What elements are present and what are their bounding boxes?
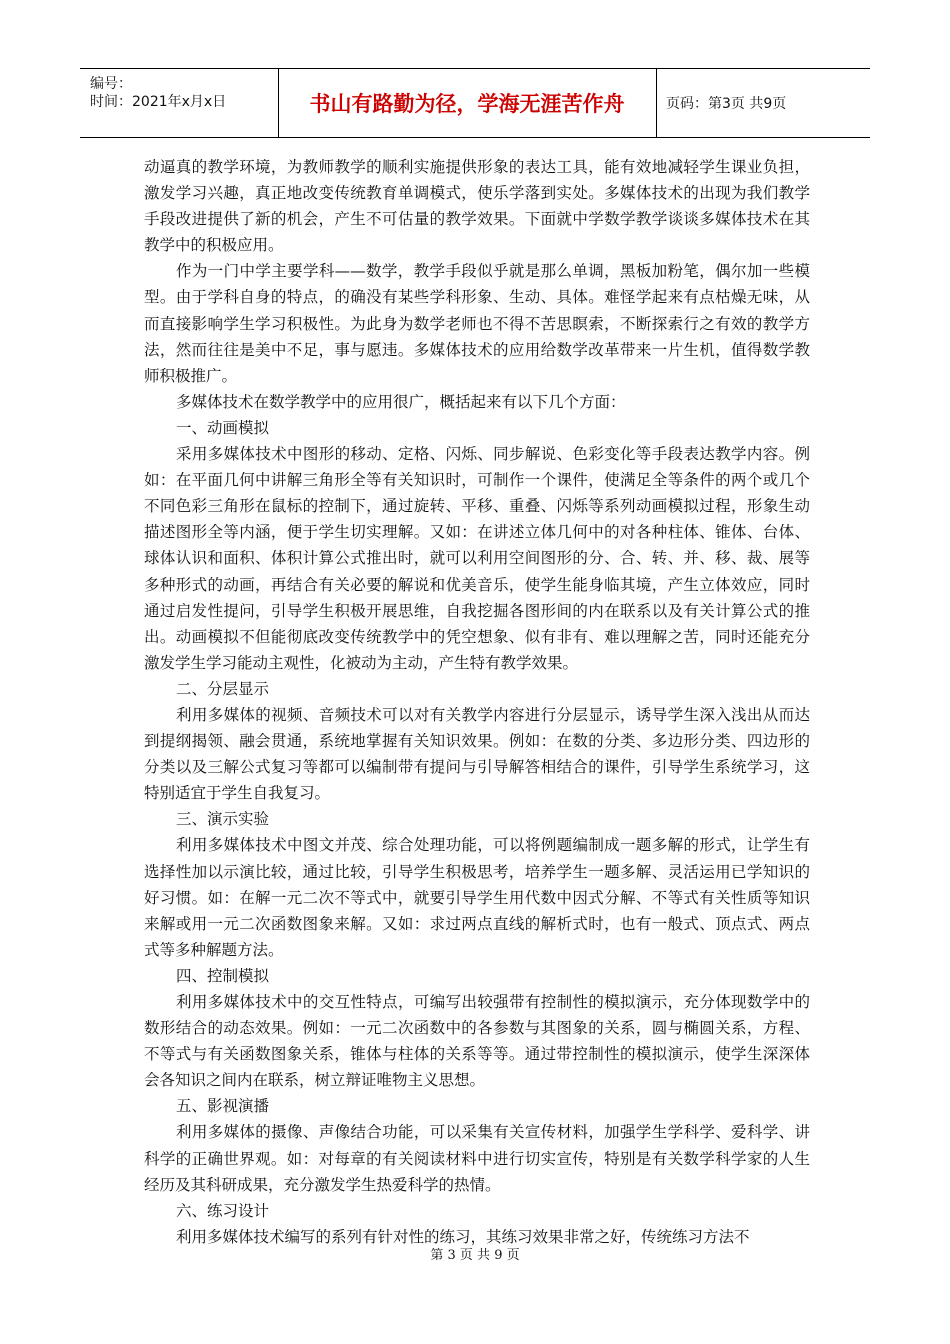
paragraph: 利用多媒体的摄像、声像结合功能，可以采集有关宣传材料，加强学生学科学、爱科学、讲科学的正确世界观。如：对每章的有关阅读材料中进行切实宣传，特别是有关数学科学家的人生经历及其科研成果，充分激发学生热爱科学的热情。 xyxy=(144,1123,810,1194)
section-heading: 一、动画模拟 xyxy=(176,418,270,437)
paragraph: 利用多媒体技术中图文并茂、综合处理功能，可以将例题编制成一题多解的形式，让学生有选择性加以示演比较，通过比较，引导学生积极思考，培养学生一题多解、灵活运用已学知识的好习惯。如：在解一元二次不等式中，就要引导学生用代数中因式分解、不等式有关性质等知识来解或用一元二次函数图象来解。又如：求过两点直线的解析式时，也有一般式、顶点式、两点式等多种解题方法。 xyxy=(144,836,810,959)
paragraph: 作为一门中学主要学科——数学，教学手段似乎就是那么单调，黑板加粉笔，偶尔加一些模型。由于学科自身的特点，的确没有某些学科形象、生动、具体。难怪学起来有点枯燥无味，从而直接影响学生学习积极性。为此身为数学老师也不得不苦思瞑索，不断探索行之有效的教学方法，然而往往是美中不足，事与愿违。多媒体技术的应用给数学改革带来一片生机，值得数学教师积极推广。 xyxy=(144,262,810,385)
header-meta xyxy=(80,69,279,137)
paragraph: 利用多媒体技术编写的系列有针对性的练习，其练习效果非常之好，传统练习方法不 xyxy=(176,1227,750,1246)
number-label: 编号： xyxy=(90,76,132,92)
time-label: 时间：2021年x月x日 xyxy=(90,94,227,110)
section-heading: 六、练习设计 xyxy=(176,1201,270,1220)
section-heading: 三、演示实验 xyxy=(176,810,270,829)
section-heading: 二、分层显示 xyxy=(176,679,270,698)
paragraph: 采用多媒体技术中图形的移动、定格、闪烁、同步解说、色彩变化等手段表达教学内容。例如：在平面几何中讲解三角形全等有关知识时，可制作一个课件，使满足全等条件的两个或几个不同色彩三角形在鼠标的控制下，通过旋转、平移、重叠、闪烁等系列动画模拟过程，形象生动描述图形全等内涵，便于学生切实理解。又如：在讲述立体几何中的对各种柱体、锥体、台体、球体认识和面积、体积计算公式推出时，就可以利用空间图形的分、合、转、并、移、裁、展等多种形式的动画，再结合有关必要的解说和优美音乐，使学生能身临其境，产生立体效应，同时通过启发性提问，引导学生积极开展思维，自我挖掘各图形间的内在联系以及有关计算公式的推出。动画模拟不但能彻底改变传统教学中的凭空想象、似有非有、难以理解之苦，同时还能充分激发学生学习能动主观性，化被动为主动，产生特有教学效果。 xyxy=(144,445,810,672)
paragraph: 利用多媒体的视频、音频技术可以对有关教学内容进行分层显示，诱导学生深入浅出从而达到提纲揭领、融会贯通，系统地掌握有关知识效果。例如：在数的分类、多边形分类、四边形的分类以及三解公式复习等都可以编制带有提问与引导解答相结合的课件，引导学生系统学习，这特别适宜于学生自我复习。 xyxy=(144,705,810,803)
section-heading: 五、影视演播 xyxy=(176,1097,270,1116)
header-page-info: 页码：第3页 共9页 xyxy=(666,96,787,112)
paragraph: 利用多媒体技术中的交互性特点，可编写出较强带有控制性的模拟演示，充分体现数学中的数形结合的动态效果。例如：一元二次函数中的各参数与其图象的关系，圆与椭圆关系，方程、不等式与有关函数图象关系，锥体与柱体的关系等等。通过带控制性的模拟演示，使学生深深体会各知识之间内在联系，树立辩证唯物主义思想。 xyxy=(144,993,810,1090)
page-header xyxy=(80,68,870,138)
document-body xyxy=(144,154,810,1250)
paragraph: 多媒体技术在数学教学中的应用很广，概括起来有以下几个方面： xyxy=(176,392,626,411)
header-motto: 书山有路勤为径，学海无涯苦作舟 xyxy=(278,69,657,137)
paragraph: 动逼真的教学环境，为教师教学的顺利实施提供形象的表达工具，能有效地减轻学生课业负担，激发学习兴趣，真正地改变传统教育单调模式，使乐学落到实处。多媒体技术的出现为我们教学手段改进提供了新的机会，产生不可估量的教学效果。下面就中学数学教学谈谈多媒体技术在其教学中的积极应用。 xyxy=(144,158,810,255)
page-footer: 第 3 页 共 9 页 xyxy=(430,1248,520,1263)
section-heading: 四、控制模拟 xyxy=(176,966,270,985)
